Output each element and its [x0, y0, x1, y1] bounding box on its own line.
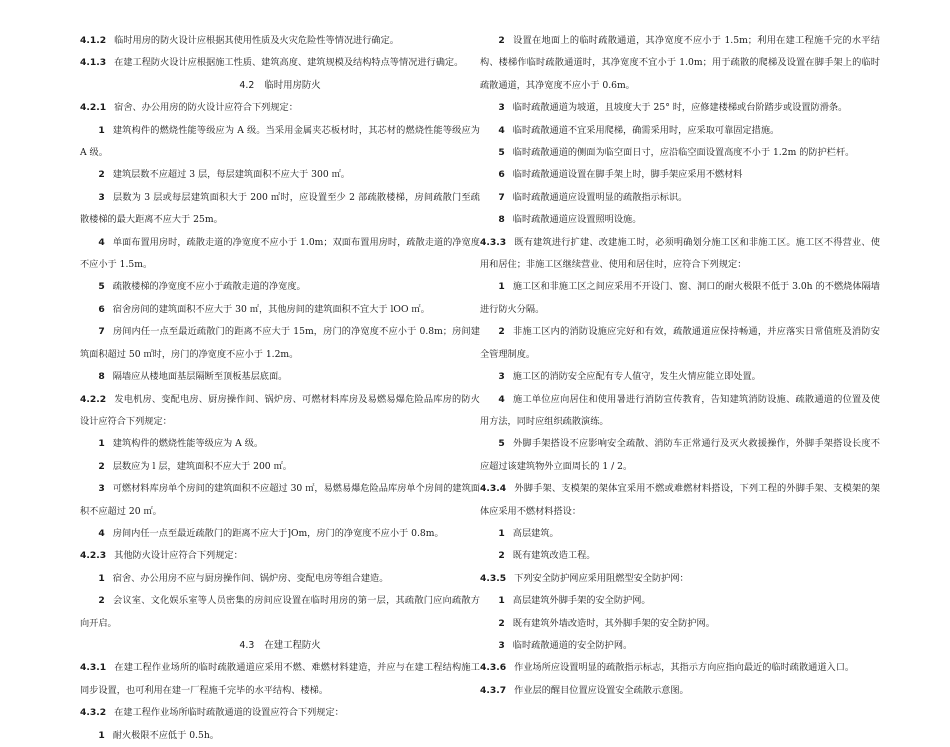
clause-paragraph: [480, 657, 880, 679]
item-number: 2: [498, 550, 505, 562]
item-text: 临时疏散通道不宜采用爬梯，确需采用时，应采取可靠固定措施。: [512, 124, 780, 136]
clause-text: 既有建筑进行扩建、改建施工时，必须明确划分施工区和非施工区。施工区不得营业、使用和居住；非施工区继续营业、使用和居住时，应符合下列规定：: [480, 236, 880, 271]
clause-text: 发电机房、变配电房、厨房操作间、锅炉房、可燃材料库房及易燃易爆危险品库房的防火设计应符合下列规定：: [80, 393, 480, 427]
section-number: 4.3: [239, 639, 255, 651]
item-number: 8: [498, 214, 505, 226]
list-item: [80, 276, 480, 298]
left-column: [80, 30, 480, 747]
clause-text: 下列安全防护网应采用阻燃型安全防护网：: [514, 572, 689, 584]
list-item: [480, 209, 880, 231]
item-text: 设置在地面上的临时疏散通道，其净宽度不应小于 1.5m；利用在建工程施千完的水平结构、楼梯作临时疏散通道时，其净宽度不宜小于 1.0m；用于疏散的爬梯及设置在脚手架上的临时疏散通道，其净宽度不应小于 0.6m。: [480, 35, 880, 91]
clause-text: 在建工程防火设计应根据施工性质、建筑高度、建筑规模及结构特点等情况进行确定。: [114, 57, 464, 69]
clause-number: 4.3.5: [480, 572, 507, 584]
item-number: 2: [98, 169, 105, 181]
clause-paragraph: [480, 568, 880, 590]
clause-text: 在建工程作业场所临时疏散通道的设置应符合下列规定：: [114, 707, 344, 719]
list-item: [480, 30, 880, 97]
item-number: 4: [98, 527, 105, 539]
section-heading: [80, 75, 480, 97]
item-text: 外脚手架搭设不应影响安全疏散、消防车正常通行及灭火救援操作，外脚手架搭设长度不应超过该建筑物外立面周长的 1 / 2。: [480, 438, 880, 472]
list-item: [80, 321, 480, 366]
clause-paragraph: [80, 52, 480, 74]
list-item: [480, 545, 880, 567]
item-number: 3: [98, 483, 105, 495]
item-number: 7: [498, 191, 505, 203]
item-text: 层数为 3 层或每层建筑面积大于 200 ㎡时，应设置至少 2 部疏散楼梯，房间疏散门至疏散楼梯的最大距离不应大于 25m。: [80, 191, 480, 226]
item-number: 6: [498, 169, 505, 181]
clause-number: 4.1.2: [80, 35, 107, 46]
section-title: 在建工程防火: [264, 639, 321, 651]
item-number: 3: [498, 371, 505, 383]
list-item: [80, 456, 480, 478]
item-number: 5: [498, 147, 505, 159]
item-text: 疏散楼梯的净宽度不应小于疏散走道的净宽度。: [112, 281, 306, 293]
clause-paragraph: [80, 702, 480, 724]
list-item: [480, 276, 880, 321]
list-item: [480, 366, 880, 388]
item-text: 高层建筑。: [512, 527, 559, 539]
item-text: 非施工区内的消防设施应完好和有效，疏散通道应保持畅通，并应落实日常值班及消防安全管理制度。: [480, 326, 880, 360]
item-text: 临时疏散通道应设置照明设施。: [512, 214, 642, 226]
item-text: 层数应为 l 层，建筑面积不应大于 200 ㎡。: [112, 460, 292, 472]
item-number: 7: [98, 326, 105, 338]
list-item: [80, 478, 480, 523]
section-title: 临时用房防火: [264, 79, 321, 91]
item-text: 临时疏散通道的侧面为临空面日寸，应沿临空面设置高度不小于 1.2m 的防护栏杆。: [512, 147, 855, 159]
item-text: 房间内任一点至最近疏散门的距离不应大于 15m，房门的净宽度不应小于 0.8m；房间建筑面积超过 50 ㎡时，房门的净宽度不应小于 1.2m。: [80, 326, 480, 360]
clause-text: 宿舍、办公用房的防火设计应符合下列规定：: [114, 102, 298, 114]
clause-number: 4.3.7: [480, 684, 507, 696]
list-item: [80, 523, 480, 545]
list-item: [80, 725, 480, 747]
item-text: 临时疏散通道设置在脚手架上时，脚手架应采用不燃材料: [512, 169, 743, 181]
item-number: 1: [98, 572, 105, 584]
clause-number: 4.3.4: [480, 483, 507, 495]
item-number: 4: [498, 393, 505, 405]
item-number: 3: [498, 639, 505, 651]
item-text: 建筑层数不应超过 3 层，每层建筑面积不应大于 300 ㎡。: [112, 169, 350, 181]
item-number: 5: [98, 281, 105, 293]
item-text: 建筑构件的燃烧性能等级应为 A 级。: [112, 438, 264, 450]
clause-number: 4.2.3: [80, 550, 107, 562]
list-item: [480, 187, 880, 209]
item-number: 5: [498, 438, 505, 450]
list-item: [480, 635, 880, 657]
list-item: [480, 142, 880, 164]
item-number: 6: [98, 303, 105, 315]
list-item: [480, 433, 880, 478]
item-number: 2: [498, 617, 505, 629]
item-text: 隔墙应从楼地面基层隔断至顶板基层底面。: [112, 371, 288, 383]
item-text: 耐火极限不应低于 0.5h。: [112, 729, 219, 741]
list-item: [80, 232, 480, 277]
item-text: 既有建筑外墙改造时，其外脚手架的安全防护网。: [512, 617, 715, 629]
clause-text: 作业层的醒目位置应设置安全疏散示意图。: [514, 684, 689, 696]
item-number: 1: [498, 595, 505, 607]
list-item: [80, 590, 480, 635]
item-number: 1: [98, 438, 105, 450]
list-item: [80, 433, 480, 455]
clause-paragraph: [80, 389, 480, 434]
item-text: 会议室、文化娱乐室等人员密集的房间应设置在临时用房的第一层，其疏散门应向疏散方向开启。: [80, 595, 480, 629]
list-item: [80, 568, 480, 590]
clause-paragraph: [80, 545, 480, 567]
item-number: 1: [98, 729, 105, 741]
list-item: [80, 366, 480, 388]
item-number: 2: [498, 326, 505, 338]
clause-text: 外脚手架、支模架的架体宜采用不燃或难燃材料搭设，下列工程的外脚手架、支模架的架体应采用不燃材料搭设：: [480, 483, 880, 517]
item-text: 宿舍房间的建筑面积不应大于 30 ㎡，其他房间的建筑面积不宜大于 lOO ㎡。: [112, 303, 430, 315]
item-text: 临时疏散通道为坡道，且坡度大于 25° 时，应修建楼梯或台阶踏步或设置防滑条。: [512, 102, 848, 114]
item-text: 临时疏散通道应设置明显的疏散指示标识。: [512, 191, 688, 203]
item-number: 4: [98, 236, 105, 248]
list-item: [80, 120, 480, 165]
item-number: 8: [98, 371, 105, 383]
clause-number: 4.2.1: [80, 102, 107, 114]
clause-paragraph: [80, 30, 480, 52]
clause-text: 其他防火设计应符合下列规定：: [114, 550, 243, 562]
list-item: [480, 389, 880, 434]
list-item: [80, 164, 480, 186]
item-text: 单面布置用房时，疏散走道的净宽度不应小于 1.0m；双面布置用房时，疏散走道的净宽度不应小于 1.5m。: [80, 236, 480, 271]
item-text: 高层建筑外脚手架的安全防护网。: [512, 595, 651, 607]
item-text: 可燃材料库房单个房间的建筑面积不应超过 30 ㎡，易燃易爆危险品库房单个房间的建筑面积不应超过 20 ㎡。: [80, 483, 480, 517]
clause-number: 4.2.2: [80, 393, 107, 405]
list-item: [480, 523, 880, 545]
list-item: [480, 613, 880, 635]
clause-text: 临时用房的防火设计应根据其使用性质及火灾危险性等情况进行确定。: [114, 35, 399, 46]
list-item: [80, 299, 480, 321]
item-number: 1: [498, 281, 505, 293]
section-heading: [80, 635, 480, 657]
clause-number: 4.3.3: [480, 236, 507, 248]
list-item: [480, 321, 880, 366]
list-item: [480, 590, 880, 612]
list-item: [480, 120, 880, 142]
item-text: 建筑构件的燃烧性能等级应为 A 级。当采用金属夹芯板材时，其芯材的燃烧性能等级应为 A 级。: [80, 124, 480, 159]
clause-text: 作业场所应设置明显的疏散指示标志，其指示方向应指向最近的临时疏散通道入口。: [514, 662, 855, 674]
clause-text: 在建工程作业场所的临时疏散通道应采用不燃、难燃材料建造，并应与在建工程结构施工同步设置，也可利用在建一厂程施千完毕的水平结构、楼梯。: [80, 662, 480, 696]
item-number: 1: [98, 124, 105, 136]
list-item: [80, 187, 480, 232]
item-text: 施工区的消防安全应配有专人值守，发生火情应能立即处置。: [512, 371, 761, 383]
clause-number: 4.3.2: [80, 707, 107, 719]
clause-paragraph: [80, 97, 480, 119]
item-text: 房间内任一点至最近疏散门的距离不应大于]Om，房门的净宽度不应小于 0.8m。: [112, 527, 444, 539]
item-number: 2: [498, 35, 505, 46]
section-number: 4.2: [239, 79, 255, 91]
right-column: [480, 30, 880, 702]
item-number: 3: [498, 102, 505, 114]
clause-paragraph: [480, 478, 880, 523]
item-text: 施工单位应向居住和使用暑进行消防宣传教育，告知建筑消防设施、疏散通道的位置及使用方法，同时应组织疏散演练。: [480, 393, 880, 427]
clause-number: 4.3.6: [480, 662, 507, 674]
item-text: 施工区和非施工区之间应采用不开设门、窗、洞口的耐火极限不低于 3.0h 的不燃烧体隔墙进行防火分隔。: [480, 281, 880, 315]
clause-paragraph: [480, 680, 880, 702]
item-text: 宿舍、办公用房不应与厨房操作间、锅炉房、变配电房等组合建造。: [112, 572, 389, 584]
item-text: 临时疏散通道的安全防护网。: [512, 639, 633, 651]
item-number: 4: [498, 124, 505, 136]
clause-number: 4.3.1: [80, 662, 107, 674]
item-number: 2: [98, 460, 105, 472]
clause-paragraph: [480, 232, 880, 277]
item-text: 既有建筑改造工程。: [512, 550, 596, 562]
clause-number: 4.1.3: [80, 57, 107, 69]
list-item: [480, 97, 880, 119]
list-item: [480, 164, 880, 186]
item-number: 2: [98, 595, 105, 607]
item-number: 3: [98, 191, 105, 203]
clause-paragraph: [80, 657, 480, 702]
item-number: 1: [498, 527, 505, 539]
